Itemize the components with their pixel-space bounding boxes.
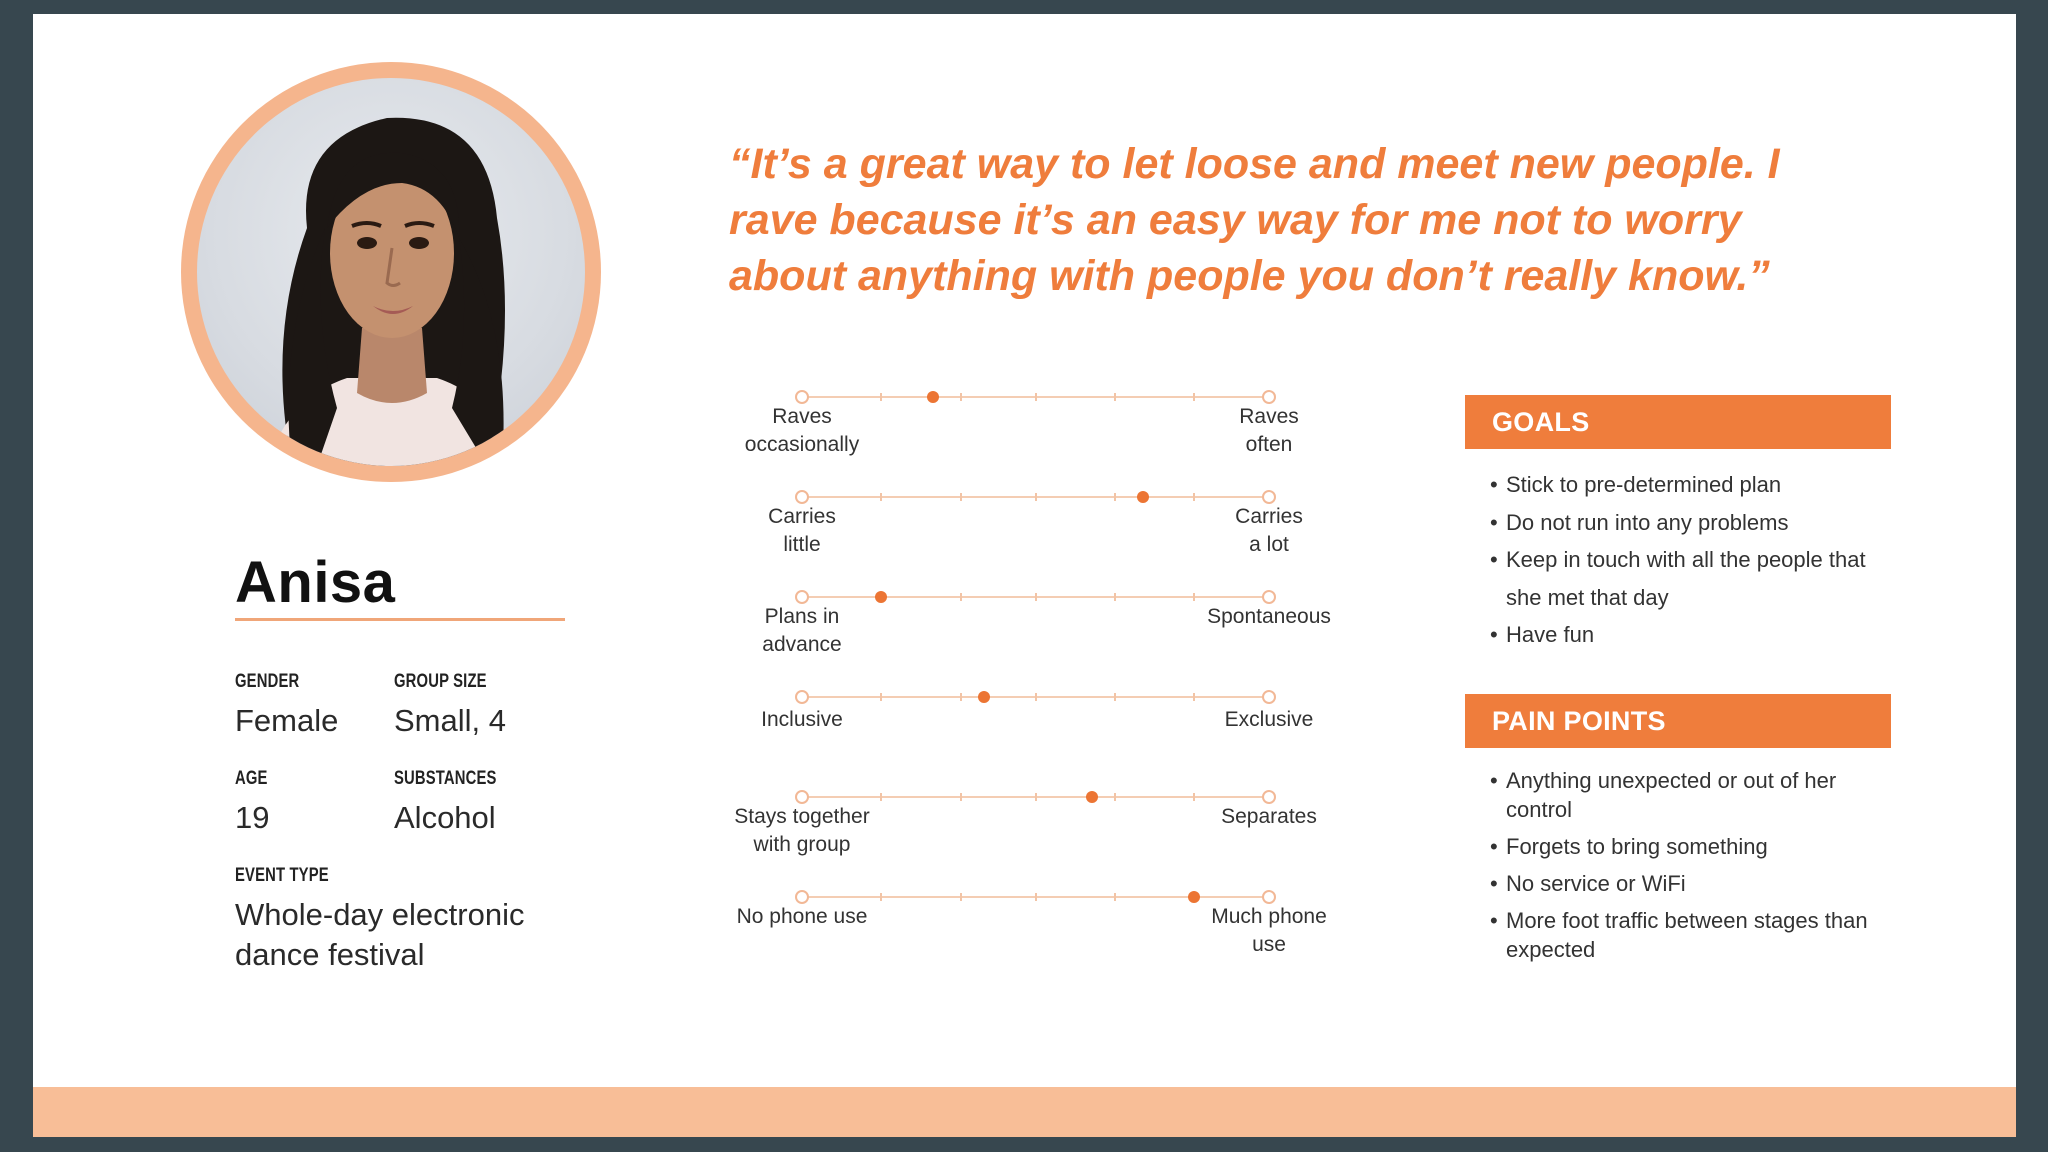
slider-right-label: Spontaneous: [1207, 605, 1331, 628]
slider-right-end: [1262, 590, 1276, 604]
slider-tick: [1035, 593, 1037, 601]
group-size-value: Small, 4: [394, 703, 506, 738]
slider-tick: [1193, 593, 1195, 601]
slider-tick: [880, 393, 882, 401]
slider-right-label: Raves often: [1239, 405, 1299, 456]
goals-header: GOALS: [1465, 395, 1891, 449]
slider-right-end: [1262, 690, 1276, 704]
slider-tick: [960, 493, 962, 501]
slider-tick: [1193, 793, 1195, 801]
slider-tick: [960, 793, 962, 801]
slider-tick: [1193, 493, 1195, 501]
pain-point-item: • More foot traffic between stages than expected: [1490, 906, 1890, 964]
slider-tick: [960, 393, 962, 401]
slider-tick: [1114, 593, 1116, 601]
slider-right-label: Exclusive: [1224, 708, 1314, 731]
slider-tick: [880, 893, 882, 901]
slider-right-label: Separates: [1221, 805, 1317, 828]
group-size-label: GROUP SIZE: [394, 671, 487, 692]
slider-left-end: [795, 790, 809, 804]
age-label: AGE: [235, 768, 268, 789]
persona-quote: “It’s a great way to let loose and meet new people. I rave because it’s an easy way for me not to worry about anything with people you don’t really know.”: [729, 140, 1780, 300]
slider-tick: [1114, 493, 1116, 501]
slider-left-label: Plans in advance: [762, 605, 842, 656]
slider-marker: [978, 691, 990, 703]
slider-left-end: [795, 490, 809, 504]
slider-marker: [1086, 791, 1098, 803]
slider-left-end: [795, 390, 809, 404]
event-type-label: EVENT TYPE: [235, 865, 329, 886]
slider-tick: [1193, 393, 1195, 401]
slider-right-end: [1262, 890, 1276, 904]
slider-tick: [960, 593, 962, 601]
event-type-value-line2: dance festival: [235, 937, 425, 972]
goal-item: • Have fun: [1490, 616, 1890, 654]
slider-left-label: Inclusive: [761, 708, 843, 731]
slider-right-label: Carries a lot: [1235, 505, 1303, 556]
goals-list: [1490, 466, 1890, 654]
slider-tick: [880, 693, 882, 701]
pain-points-header: PAIN POINTS: [1465, 694, 1891, 748]
slider-tick: [960, 693, 962, 701]
slider-left-label: Raves occasionally: [744, 405, 860, 456]
slider-tick: [880, 793, 882, 801]
goal-item: • Stick to pre-determined plan: [1490, 466, 1890, 504]
goal-item: • Keep in touch with all the people that she met that day: [1490, 541, 1890, 616]
pain-points-list: [1490, 766, 1890, 972]
event-type-value-line1: Whole-day electronic: [235, 897, 525, 932]
slider-tick: [960, 893, 962, 901]
slider-tick: [1114, 793, 1116, 801]
substances-value: Alcohol: [394, 800, 496, 835]
goal-item: • Do not run into any problems: [1490, 504, 1890, 542]
gender-label: GENDER: [235, 671, 300, 692]
slider-marker: [1188, 891, 1200, 903]
bottom-accent-band: [33, 1087, 2016, 1137]
slider-right-end: [1262, 790, 1276, 804]
slider-right-end: [1262, 390, 1276, 404]
slider-left-end: [795, 590, 809, 604]
slider-marker: [927, 391, 939, 403]
slider-tick: [1193, 693, 1195, 701]
substances-label: SUBSTANCES: [394, 768, 497, 789]
pain-point-item: • Forgets to bring something: [1490, 832, 1890, 861]
slider-tick: [1035, 393, 1037, 401]
slider-left-label: Carries little: [768, 505, 836, 556]
slider-tick: [1114, 393, 1116, 401]
slider-tick: [1035, 893, 1037, 901]
slider-left-label: No phone use: [736, 905, 868, 928]
slider-marker: [875, 591, 887, 603]
slider-left-end: [795, 890, 809, 904]
slider-tick: [1114, 693, 1116, 701]
persona-slide: [33, 14, 2016, 1137]
slider-tick: [1035, 793, 1037, 801]
slider-left-end: [795, 690, 809, 704]
pain-point-item: • No service or WiFi: [1490, 869, 1890, 898]
age-value: 19: [235, 800, 270, 835]
slider-right-label: Much phone use: [1211, 905, 1327, 956]
slider-tick: [1114, 893, 1116, 901]
slider-left-label: Stays together with group: [734, 805, 870, 856]
persona-name: Anisa: [235, 550, 396, 615]
slider-tick: [1035, 493, 1037, 501]
slider-tick: [880, 493, 882, 501]
slider-marker: [1137, 491, 1149, 503]
pain-point-item: • Anything unexpected or out of her control: [1490, 766, 1890, 824]
gender-value: Female: [235, 703, 339, 738]
slider-right-end: [1262, 490, 1276, 504]
slider-tick: [1035, 693, 1037, 701]
